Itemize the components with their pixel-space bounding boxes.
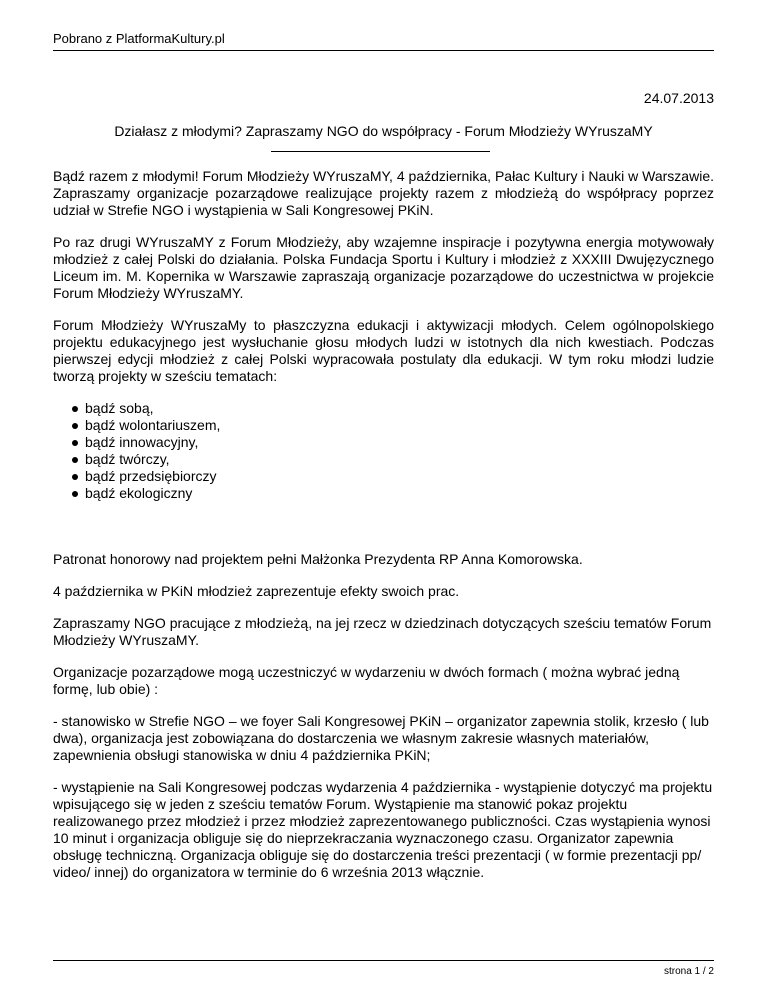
- footer-divider: [53, 960, 714, 961]
- list-item: [85, 400, 714, 417]
- page-number: strona 1 / 2: [663, 966, 714, 977]
- bullet-icon: [72, 491, 78, 497]
- paragraph-forum-description: Forum Młodzieży WYruszaMy to płaszczyzna edukacji i aktywizacji młodych. Celem ogólnopolskiego projektu edukacyjnego jest wysłuchanie głosu młodych ludzi w istotnych dla nich kwestiach. Podczas pierwszej edycji młodzież z całej Polski wypracowała postulaty dla edukacji. W tym roku młodzi ludzie tworzą projekty w sześciu tematach:: [53, 317, 714, 384]
- list-item: [85, 434, 714, 451]
- bullet-icon: [72, 440, 78, 446]
- title-divider: [271, 151, 490, 152]
- paragraph-patronage: Patronat honorowy nad projektem pełni Małżonka Prezydenta RP Anna Komorowska.: [53, 551, 583, 567]
- document-date: 24.07.2013: [643, 90, 714, 106]
- bullet-icon: [72, 406, 78, 412]
- list-item: [85, 468, 714, 485]
- list-item-text: bądź przedsiębiorczy: [85, 468, 217, 484]
- paragraph-second-edition: Po raz drugi WYruszaMY z Forum Młodzieży, aby wzajemne inspiracje i pozytywna energia motywowały młodzież z całej Polski do działania. Polska Fundacja Sportu i Kultury i młodzież z XXXIII Dwujęzycznego Liceum im. M. Kopernika w Warszawie zapraszają organizacje pozarządowe do uczestnictwa w projekcie Forum Młodzieży WYruszaMY.: [53, 234, 714, 301]
- list-item: [85, 417, 714, 434]
- bullet-icon: [72, 474, 78, 480]
- header-divider: [53, 50, 714, 51]
- paragraph-participation-forms: Organizacje pozarządowe mogą uczestniczyć w wydarzeniu w dwóch formach ( można wybrać jedną formę, lub obie) :: [53, 664, 680, 697]
- document-body: [53, 168, 714, 896]
- list-item-text: bądź twórczy,: [85, 451, 170, 467]
- list-item-text: bądź sobą,: [85, 400, 154, 416]
- paragraph-ngo-invitation: Zapraszamy NGO pracujące z młodzieżą, na jej rzecz w dziedzinach dotyczących sześciu tematów Forum Młodzieży WYruszaMY.: [53, 615, 712, 648]
- topics-list: [53, 400, 714, 502]
- paragraph-congress-hall-talk: - wystąpienie na Sali Kongresowej podczas wydarzenia 4 października - wystąpienie dotyczyć ma projektu wpisującego się w jeden z sześciu tematów Forum. Wystąpienie ma stanowić pokaz projektu realizowanego przez młodzież i przez młodzież zaprezentowanego publiczności. Czas wystąpienia wynosi 10 minut i organizacja obliguje się do nieprzekraczania wyznaczonego czasu. Organizator zapewnia obsługę techniczną. Organizacja obliguje się do dostarczenia treści prezentacji ( w formie prezentacji pp/ video/ innej) do organizatora w terminie do 6 września 2013 włącznie.: [53, 779, 713, 880]
- list-item-text: bądź wolontariuszem,: [85, 417, 221, 433]
- list-item-text: bądź ekologiczny: [85, 485, 193, 501]
- bullet-icon: [72, 423, 78, 429]
- document-title: Działasz z młodymi? Zapraszamy NGO do współpracy - Forum Młodzieży WYruszaMY: [114, 123, 653, 139]
- paragraph-ngo-stand: - stanowisko w Strefie NGO – we foyer Sali Kongresowej PKiN – organizator zapewnia stolik, krzesło ( lub dwa), organizacja jest zobowiązana do dostarczenia we własnym zakresie własnych materiałów, zapewnienia obsługi stanowiska w dniu 4 października PKiN;: [53, 713, 709, 763]
- bullet-icon: [72, 457, 78, 463]
- list-item: [85, 485, 714, 502]
- paragraph-presentation-date: 4 października w PKiN młodzież zaprezentuje efekty swoich prac.: [53, 583, 460, 599]
- list-item-text: bądź innowacyjny,: [85, 434, 199, 450]
- list-item: [85, 451, 714, 468]
- page-header-source: Pobrano z PlatformaKultury.pl: [53, 31, 225, 46]
- paragraph-intro: Bądź razem z młodymi! Forum Młodzieży WYruszaMY, 4 października, Pałac Kultury i Nauki w Warszawie. Zapraszamy organizacje pozarządowe realizujące projekty razem z młodzieżą do współpracy poprzez udział w Strefie NGO i wystąpienia w Sali Kongresowej PKiN.: [53, 168, 714, 218]
